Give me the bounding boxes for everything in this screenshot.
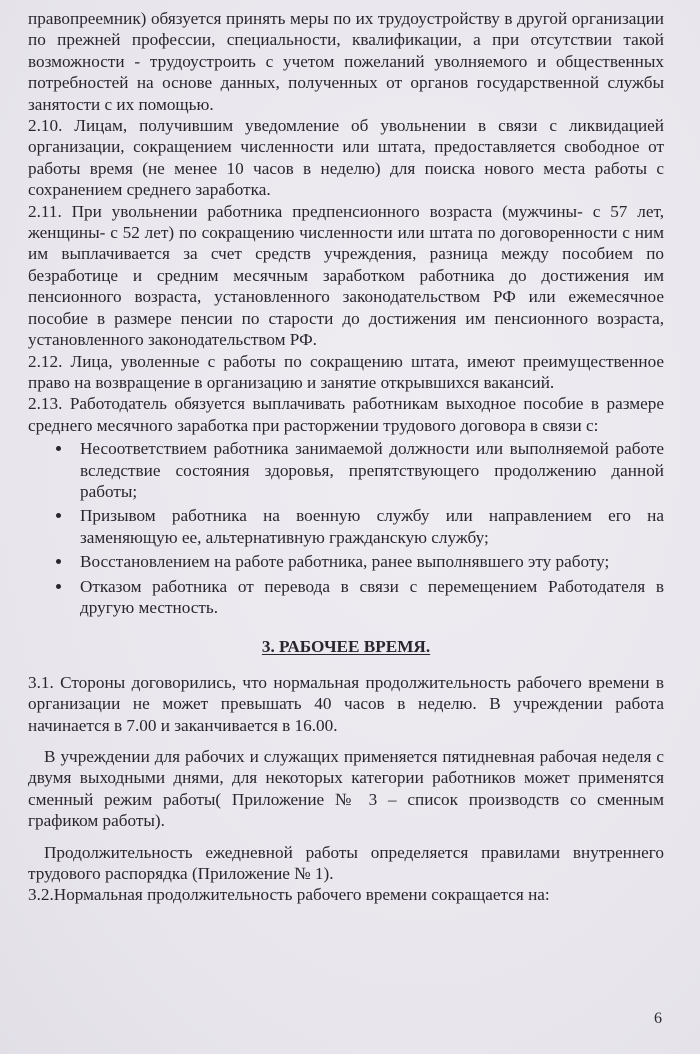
list-item bbox=[28, 505, 664, 548]
clause-2-13: 2.13. Работодатель обязуется выплачивать работникам выходное пособие в размере среднего месячного заработка при расторжении трудового договора в связи с: bbox=[28, 394, 664, 435]
clause-3-2: 3.2.Нормальная продолжительность рабочего времени сокращается на: bbox=[28, 885, 550, 905]
list-item-text: Несоответствием работника занимаемой должности или выполняемой работе вследствие состояния здоровья, препятствующего продолжению данной работы; bbox=[80, 439, 664, 501]
list-item-text: Восстановлением на работе работника, ранее выполнявшего эту работу; bbox=[80, 552, 610, 572]
paragraph-workweek: В учреждении для рабочих и служащих применяется пятидневная рабочая неделя с двумя выходными днями, для некоторых категории работников может применятся сменный режим работы( Приложение № 3 – список производств со сменным графиком работы). bbox=[28, 747, 664, 831]
list-item bbox=[28, 438, 664, 502]
bullet-icon bbox=[56, 446, 61, 451]
intro-paragraph: правопреемник) обязуется принять меры по их трудоустройству в другой организации по прежней профессии, специальности, квалификации, а при отсутствии такой возможности - трудоустроить с учетом пожеланий уволняемого и общественных потребностей на основе данных, полученных от органов государственной службы занятости с их помощью. bbox=[28, 9, 664, 114]
list-item-text: Призывом работника на военную службу или направлением его на заменяющую ее, альтернативную гражданскую службу; bbox=[80, 506, 664, 547]
page-number: 6 bbox=[654, 1010, 662, 1027]
bullet-icon bbox=[56, 559, 61, 564]
clause-3-1: 3.1. Стороны договорились, что нормальная продолжительность рабочего времени в организации не может превышать 40 часов в неделю. В учреждении работа начинается в 7.00 и заканчивается в 16.00. bbox=[28, 672, 664, 735]
bullet-icon bbox=[56, 584, 61, 589]
paragraph-duration: Продолжительность ежедневной работы определяется правилами внутреннего трудового распорядка (Приложение № 1). bbox=[28, 842, 664, 884]
bullet-icon bbox=[56, 513, 61, 518]
list-item bbox=[28, 576, 664, 619]
section-title-text: 3. РАБОЧЕЕ ВРЕМЯ. bbox=[261, 637, 431, 657]
document-body bbox=[28, 8, 664, 906]
clause-2-11: 2.11. При увольнении работника предпенсионного возраста (мужчины- с 57 лет, женщины- с 52 лет) по сокращению численности или штата по договоренности с ним им выплачивается за счет средств учреждения, разница между пособием по безработице и средним месячным заработком работника до достижения им пенсионного возраста, установленного законодательством РФ или ежемесячное пособие в размере пенсии по старости до достижения им пенсионного возраста, установленного законодательством РФ. bbox=[28, 201, 664, 350]
clause-2-12: 2.12. Лица, уволенные с работы по сокращению штата, имеют преимущественное право на возвращение в организацию и занятие открывшихся вакансий. bbox=[28, 351, 664, 392]
severance-reasons-list bbox=[28, 438, 664, 618]
clause-2-10: 2.10. Лицам, получившим уведомление об увольнении в связи с ликвидацией организации, сокращением численности или штата, предоставляется свободное от работы время (не менее 10 часов в неделю) для поиска нового места работы с сохранением среднего заработка. bbox=[28, 116, 664, 200]
list-item bbox=[28, 551, 664, 572]
list-item-text: Отказом работника от перевода в связи с перемещением Работодателя в другую местность. bbox=[80, 576, 664, 617]
section-title bbox=[28, 636, 664, 657]
